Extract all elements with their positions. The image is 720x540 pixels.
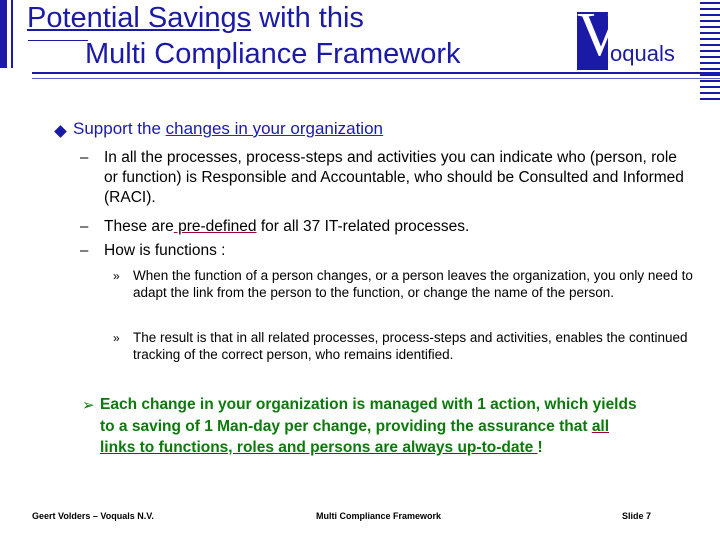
header-rule-light xyxy=(32,78,720,79)
diamond-bullet-icon xyxy=(54,125,67,138)
footer-author: Geert Volders – Voquals N.V. xyxy=(32,511,154,521)
sub-item-raci: In all the processes, process-steps and activities you can indicate who (person, role or function) is Responsible and Accountable, who should be Consulted and Informed (RACI). xyxy=(104,149,684,206)
conclusion-underlined: all links to functions, roles and persons are always up-to-date xyxy=(100,417,610,456)
sub-item-functions: How is functions : xyxy=(104,242,226,259)
logo-wordmark: oquals xyxy=(610,41,675,66)
chevron-bullet-icon: » xyxy=(113,269,120,283)
dash-bullet-icon: – xyxy=(80,218,89,235)
footer-title: Multi Compliance Framework xyxy=(316,511,442,521)
sub-item-predefined-underlined: pre-defined xyxy=(173,218,257,235)
chevron-bullet-icon: » xyxy=(113,331,120,345)
conclusion-text xyxy=(100,394,640,459)
sub-item-predefined xyxy=(104,217,694,237)
dash-bullet-icon: – xyxy=(80,242,89,259)
left-accent-line xyxy=(11,0,13,68)
main-bullet xyxy=(73,119,383,139)
sub-item-predefined-after: for all 37 IT-related processes. xyxy=(256,218,470,235)
left-accent-bar xyxy=(0,0,7,68)
conclusion-before: Each change in your organization is managed with 1 action, which yields to a saving of 1 Man-day per change, providing the assurance that xyxy=(100,396,637,435)
right-stripes-decoration xyxy=(700,0,720,120)
logo-v-letter: V xyxy=(577,1,622,69)
header-rule-dark xyxy=(32,72,720,74)
slide-title-line1 xyxy=(27,2,364,35)
detail-function-change: When the function of a person changes, or a person leaves the organization, you only need to adapt the link from the person to the function, or change the name of the person. xyxy=(133,268,693,300)
slide-title-line2: Multi Compliance Framework xyxy=(85,38,461,70)
title-divider-short xyxy=(28,40,88,41)
sub-item-predefined-before: These are xyxy=(104,218,174,235)
dash-bullet-icon: – xyxy=(80,149,89,166)
title-rest: with this xyxy=(251,2,364,34)
main-bullet-prefix: Support the xyxy=(73,119,166,138)
title-underlined-part: Potential Savings xyxy=(27,2,252,34)
arrow-bullet-icon: ➢ xyxy=(82,397,95,414)
footer-slide-number: Slide 7 xyxy=(622,511,652,521)
voquals-logo xyxy=(577,1,717,72)
main-bullet-underlined: changes in your organization xyxy=(165,119,383,138)
conclusion-after: ! xyxy=(537,439,543,456)
detail-result: The result is that in all related processes, process-steps and activities, enables the continued tracking of the correct person, who remains identified. xyxy=(133,330,688,362)
